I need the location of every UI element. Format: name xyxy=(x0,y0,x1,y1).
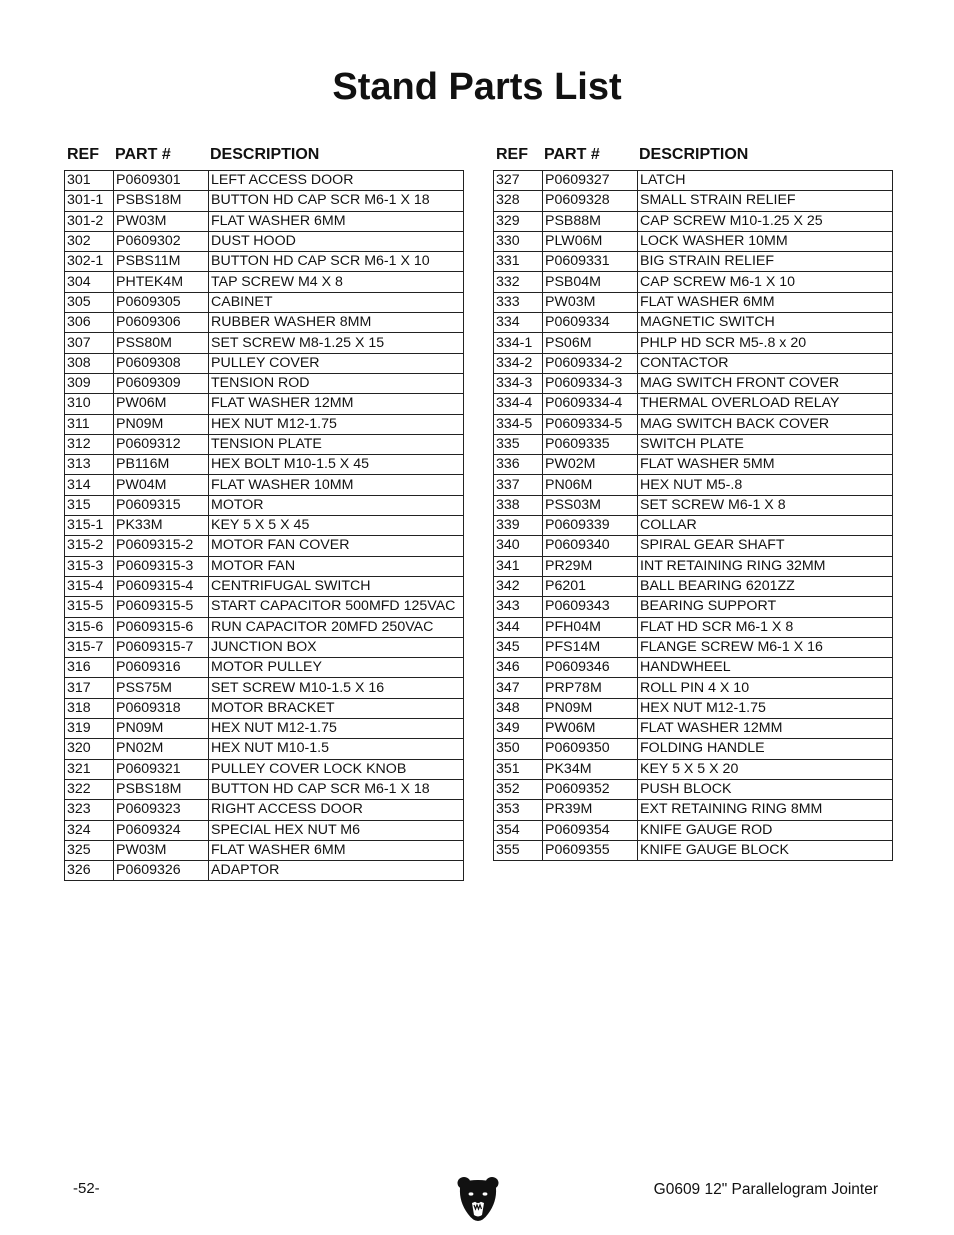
description-cell: FOLDING HANDLE xyxy=(638,739,893,759)
description-cell: MAG SWITCH BACK COVER xyxy=(638,414,893,434)
description-cell: BIG STRAIN RELIEF xyxy=(638,252,893,272)
ref-cell: 301-1 xyxy=(65,191,114,211)
part-number-cell: P0609334-3 xyxy=(543,373,638,393)
part-number-cell: P0609327 xyxy=(543,171,638,191)
description-cell: FLAT WASHER 6MM xyxy=(209,211,464,231)
part-number-cell: P0609312 xyxy=(114,434,209,454)
table-row xyxy=(65,171,464,191)
ref-cell: 325 xyxy=(65,840,114,860)
table-row xyxy=(65,516,464,536)
ref-cell: 312 xyxy=(65,434,114,454)
part-number-cell: P0609318 xyxy=(114,698,209,718)
description-cell: MOTOR FAN COVER xyxy=(209,536,464,556)
part-number-cell: P0609334-4 xyxy=(543,394,638,414)
description-cell: BUTTON HD CAP SCR M6-1 X 18 xyxy=(209,191,464,211)
table-row xyxy=(65,414,464,434)
table-row xyxy=(494,800,893,820)
table-header xyxy=(493,144,893,170)
part-number-cell: PB116M xyxy=(114,455,209,475)
part-number-cell: P0609334-2 xyxy=(543,353,638,373)
table-row xyxy=(65,536,464,556)
table-row xyxy=(65,313,464,333)
part-number-cell: P0609301 xyxy=(114,171,209,191)
ref-cell: 326 xyxy=(65,861,114,881)
part-number-cell: P0609352 xyxy=(543,779,638,799)
part-number-cell: P6201 xyxy=(543,576,638,596)
ref-cell: 345 xyxy=(494,637,543,657)
ref-cell: 334-4 xyxy=(494,394,543,414)
table-row xyxy=(65,840,464,860)
parts-table-left xyxy=(64,144,464,881)
part-number-cell: PN06M xyxy=(543,475,638,495)
table-body xyxy=(65,171,464,881)
table-row xyxy=(494,333,893,353)
ref-cell: 354 xyxy=(494,820,543,840)
table-row xyxy=(494,576,893,596)
description-cell: CONTACTOR xyxy=(638,353,893,373)
table-row xyxy=(494,313,893,333)
part-number-cell: P0609305 xyxy=(114,292,209,312)
table-row xyxy=(65,719,464,739)
part-number-cell: P0609331 xyxy=(543,252,638,272)
table-row xyxy=(494,455,893,475)
ref-cell: 307 xyxy=(65,333,114,353)
part-number-cell: P0609316 xyxy=(114,658,209,678)
ref-cell: 315 xyxy=(65,495,114,515)
ref-cell: 330 xyxy=(494,231,543,251)
table-row xyxy=(494,272,893,292)
ref-cell: 332 xyxy=(494,272,543,292)
table-row xyxy=(65,678,464,698)
table-row xyxy=(65,373,464,393)
description-cell: RIGHT ACCESS DOOR xyxy=(209,800,464,820)
description-column-header: DESCRIPTION xyxy=(210,146,320,163)
table-row xyxy=(65,333,464,353)
ref-cell: 315-4 xyxy=(65,576,114,596)
ref-cell: 315-7 xyxy=(65,637,114,657)
part-column-header: PART # xyxy=(115,146,171,163)
table-row xyxy=(65,495,464,515)
table-body xyxy=(494,171,893,861)
ref-cell: 309 xyxy=(65,373,114,393)
table-row xyxy=(494,434,893,454)
table-row xyxy=(65,272,464,292)
description-cell: SET SCREW M8-1.25 X 15 xyxy=(209,333,464,353)
part-number-cell: P0609323 xyxy=(114,800,209,820)
table-row xyxy=(494,231,893,251)
part-number-cell: PW06M xyxy=(543,719,638,739)
description-cell: MAGNETIC SWITCH xyxy=(638,313,893,333)
table-row xyxy=(65,576,464,596)
table-row xyxy=(494,373,893,393)
table-row xyxy=(494,394,893,414)
table-row xyxy=(65,597,464,617)
part-number-cell: P0609354 xyxy=(543,820,638,840)
part-number-cell: P0609324 xyxy=(114,820,209,840)
ref-cell: 315-3 xyxy=(65,556,114,576)
part-number-cell: P0609306 xyxy=(114,313,209,333)
ref-cell: 314 xyxy=(65,475,114,495)
description-cell: HEX NUT M12-1.75 xyxy=(209,719,464,739)
ref-cell: 301 xyxy=(65,171,114,191)
part-number-cell: PK33M xyxy=(114,516,209,536)
description-cell: THERMAL OVERLOAD RELAY xyxy=(638,394,893,414)
part-number-cell: PN09M xyxy=(543,698,638,718)
ref-cell: 311 xyxy=(65,414,114,434)
ref-cell: 334 xyxy=(494,313,543,333)
table-row xyxy=(65,252,464,272)
part-number-cell: P0609350 xyxy=(543,739,638,759)
ref-cell: 306 xyxy=(65,313,114,333)
ref-cell: 310 xyxy=(65,394,114,414)
ref-cell: 337 xyxy=(494,475,543,495)
ref-cell: 301-2 xyxy=(65,211,114,231)
description-cell: RUN CAPACITOR 20MFD 250VAC xyxy=(209,617,464,637)
table-row xyxy=(494,637,893,657)
part-number-cell: P0609315-5 xyxy=(114,597,209,617)
ref-cell: 346 xyxy=(494,658,543,678)
part-number-cell: P0609315-7 xyxy=(114,637,209,657)
part-number-cell: PHTEK4M xyxy=(114,272,209,292)
description-cell: FLANGE SCREW M6-1 X 16 xyxy=(638,637,893,657)
part-number-cell: PSBS18M xyxy=(114,779,209,799)
table-row xyxy=(65,556,464,576)
ref-cell: 342 xyxy=(494,576,543,596)
ref-cell: 327 xyxy=(494,171,543,191)
part-number-cell: PW04M xyxy=(114,475,209,495)
table-row xyxy=(65,231,464,251)
ref-cell: 333 xyxy=(494,292,543,312)
description-cell: CAP SCREW M10-1.25 X 25 xyxy=(638,211,893,231)
part-number-cell: PN09M xyxy=(114,414,209,434)
table-row xyxy=(65,861,464,881)
part-number-cell: P0609315-3 xyxy=(114,556,209,576)
ref-cell: 315-5 xyxy=(65,597,114,617)
ref-cell: 319 xyxy=(65,719,114,739)
part-number-cell: P0609343 xyxy=(543,597,638,617)
description-cell: HEX NUT M10-1.5 xyxy=(209,739,464,759)
description-cell: TENSION PLATE xyxy=(209,434,464,454)
part-column-header: PART # xyxy=(544,146,600,163)
ref-cell: 302-1 xyxy=(65,252,114,272)
description-cell: LEFT ACCESS DOOR xyxy=(209,171,464,191)
description-cell: MOTOR FAN xyxy=(209,556,464,576)
ref-cell: 340 xyxy=(494,536,543,556)
description-cell: LATCH xyxy=(638,171,893,191)
part-number-cell: P0609308 xyxy=(114,353,209,373)
part-number-cell: PW03M xyxy=(114,840,209,860)
part-number-cell: P0609315 xyxy=(114,495,209,515)
description-cell: EXT RETAINING RING 8MM xyxy=(638,800,893,820)
part-number-cell: PSS80M xyxy=(114,333,209,353)
ref-cell: 321 xyxy=(65,759,114,779)
ref-cell: 302 xyxy=(65,231,114,251)
description-cell: MOTOR BRACKET xyxy=(209,698,464,718)
ref-cell: 343 xyxy=(494,597,543,617)
part-number-cell: PFS14M xyxy=(543,637,638,657)
table-row xyxy=(65,353,464,373)
ref-cell: 336 xyxy=(494,455,543,475)
description-cell: SET SCREW M10-1.5 X 16 xyxy=(209,678,464,698)
table-row xyxy=(494,292,893,312)
table-row xyxy=(494,495,893,515)
description-cell: HEX NUT M12-1.75 xyxy=(209,414,464,434)
table-row xyxy=(65,475,464,495)
part-number-cell: P0609321 xyxy=(114,759,209,779)
ref-cell: 328 xyxy=(494,191,543,211)
ref-cell: 334-2 xyxy=(494,353,543,373)
part-number-cell: PSS75M xyxy=(114,678,209,698)
ref-cell: 347 xyxy=(494,678,543,698)
table-row xyxy=(494,779,893,799)
part-number-cell: P0609315-2 xyxy=(114,536,209,556)
description-cell: ROLL PIN 4 X 10 xyxy=(638,678,893,698)
ref-cell: 318 xyxy=(65,698,114,718)
part-number-cell: P0609309 xyxy=(114,373,209,393)
description-cell: FLAT WASHER 12MM xyxy=(638,719,893,739)
ref-cell: 338 xyxy=(494,495,543,515)
description-cell: CAP SCREW M6-1 X 10 xyxy=(638,272,893,292)
description-cell: BALL BEARING 6201ZZ xyxy=(638,576,893,596)
description-cell: DUST HOOD xyxy=(209,231,464,251)
part-number-cell: PW03M xyxy=(543,292,638,312)
description-cell: KNIFE GAUGE BLOCK xyxy=(638,840,893,860)
description-cell: FLAT WASHER 12MM xyxy=(209,394,464,414)
part-number-cell: PK34M xyxy=(543,759,638,779)
part-number-cell: PSBS11M xyxy=(114,252,209,272)
ref-cell: 351 xyxy=(494,759,543,779)
ref-cell: 349 xyxy=(494,719,543,739)
description-cell: JUNCTION BOX xyxy=(209,637,464,657)
description-cell: SPIRAL GEAR SHAFT xyxy=(638,536,893,556)
table-row xyxy=(65,637,464,657)
ref-cell: 317 xyxy=(65,678,114,698)
part-number-cell: P0609315-4 xyxy=(114,576,209,596)
table-row xyxy=(494,414,893,434)
ref-column-header: REF xyxy=(496,146,528,163)
description-cell: KNIFE GAUGE ROD xyxy=(638,820,893,840)
table-row xyxy=(494,353,893,373)
description-cell: KEY 5 X 5 X 45 xyxy=(209,516,464,536)
table-row xyxy=(494,536,893,556)
ref-cell: 334-1 xyxy=(494,333,543,353)
description-cell: SET SCREW M6-1 X 8 xyxy=(638,495,893,515)
description-cell: RUBBER WASHER 8MM xyxy=(209,313,464,333)
page-number: -52- xyxy=(73,1180,100,1197)
part-number-cell: PN02M xyxy=(114,739,209,759)
table-row xyxy=(494,252,893,272)
part-number-cell: PLW06M xyxy=(543,231,638,251)
description-cell: FLAT WASHER 6MM xyxy=(209,840,464,860)
ref-cell: 329 xyxy=(494,211,543,231)
description-cell: PUSH BLOCK xyxy=(638,779,893,799)
table-row xyxy=(65,455,464,475)
description-cell: TENSION ROD xyxy=(209,373,464,393)
ref-cell: 308 xyxy=(65,353,114,373)
table-row xyxy=(494,191,893,211)
description-cell: FLAT WASHER 6MM xyxy=(638,292,893,312)
part-number-cell: P0609334-5 xyxy=(543,414,638,434)
table-row xyxy=(65,211,464,231)
ref-cell: 305 xyxy=(65,292,114,312)
ref-cell: 304 xyxy=(65,272,114,292)
table-header xyxy=(64,144,464,170)
table-row xyxy=(65,434,464,454)
ref-cell: 344 xyxy=(494,617,543,637)
ref-cell: 315-1 xyxy=(65,516,114,536)
part-number-cell: P0609315-6 xyxy=(114,617,209,637)
description-cell: BUTTON HD CAP SCR M6-1 X 18 xyxy=(209,779,464,799)
part-number-cell: PFH04M xyxy=(543,617,638,637)
part-number-cell: PN09M xyxy=(114,719,209,739)
description-cell: PULLEY COVER xyxy=(209,353,464,373)
ref-cell: 348 xyxy=(494,698,543,718)
parts-table-right xyxy=(493,144,893,861)
description-cell: CENTRIFUGAL SWITCH xyxy=(209,576,464,596)
table-row xyxy=(494,820,893,840)
table-row xyxy=(494,719,893,739)
part-number-cell: PR29M xyxy=(543,556,638,576)
bear-head-icon xyxy=(456,1174,500,1222)
table-row xyxy=(65,739,464,759)
ref-cell: 350 xyxy=(494,739,543,759)
table-row xyxy=(65,779,464,799)
description-cell: COLLAR xyxy=(638,516,893,536)
ref-cell: 324 xyxy=(65,820,114,840)
part-number-cell: PW06M xyxy=(114,394,209,414)
part-number-cell: PRP78M xyxy=(543,678,638,698)
table-row xyxy=(65,658,464,678)
ref-cell: 353 xyxy=(494,800,543,820)
ref-cell: 313 xyxy=(65,455,114,475)
description-cell: SWITCH PLATE xyxy=(638,434,893,454)
ref-column-header: REF xyxy=(67,146,99,163)
ref-cell: 315-2 xyxy=(65,536,114,556)
table-row xyxy=(65,820,464,840)
table-row xyxy=(65,292,464,312)
ref-cell: 315-6 xyxy=(65,617,114,637)
part-number-cell: P0609302 xyxy=(114,231,209,251)
part-number-cell: PW03M xyxy=(114,211,209,231)
description-cell: TAP SCREW M4 X 8 xyxy=(209,272,464,292)
table-row xyxy=(65,698,464,718)
part-number-cell: P0609340 xyxy=(543,536,638,556)
part-number-cell: P0609335 xyxy=(543,434,638,454)
description-cell: MOTOR xyxy=(209,495,464,515)
description-cell: SPECIAL HEX NUT M6 xyxy=(209,820,464,840)
description-cell: FLAT HD SCR M6-1 X 8 xyxy=(638,617,893,637)
description-cell: MAG SWITCH FRONT COVER xyxy=(638,373,893,393)
table-row xyxy=(494,678,893,698)
part-number-cell: PW02M xyxy=(543,455,638,475)
ref-cell: 320 xyxy=(65,739,114,759)
table-row xyxy=(494,840,893,860)
part-number-cell: P0609334 xyxy=(543,313,638,333)
part-number-cell: PSB04M xyxy=(543,272,638,292)
description-cell: HEX NUT M5-.8 xyxy=(638,475,893,495)
ref-cell: 322 xyxy=(65,779,114,799)
description-cell: HEX BOLT M10-1.5 X 45 xyxy=(209,455,464,475)
description-cell: BUTTON HD CAP SCR M6-1 X 10 xyxy=(209,252,464,272)
ref-cell: 335 xyxy=(494,434,543,454)
description-cell: HEX NUT M12-1.75 xyxy=(638,698,893,718)
description-cell: FLAT WASHER 5MM xyxy=(638,455,893,475)
description-cell: PHLP HD SCR M5-.8 x 20 xyxy=(638,333,893,353)
table-row xyxy=(494,759,893,779)
ref-cell: 352 xyxy=(494,779,543,799)
description-column-header: DESCRIPTION xyxy=(639,146,749,163)
description-cell: MOTOR PULLEY xyxy=(209,658,464,678)
ref-cell: 334-3 xyxy=(494,373,543,393)
description-cell: CABINET xyxy=(209,292,464,312)
ref-cell: 341 xyxy=(494,556,543,576)
part-number-cell: PSS03M xyxy=(543,495,638,515)
table-row xyxy=(65,759,464,779)
description-cell: BEARING SUPPORT xyxy=(638,597,893,617)
ref-cell: 331 xyxy=(494,252,543,272)
model-title: G0609 12" Parallelogram Jointer xyxy=(653,1181,878,1198)
description-cell: ADAPTOR xyxy=(209,861,464,881)
part-number-cell: P0609339 xyxy=(543,516,638,536)
part-number-cell: PS06M xyxy=(543,333,638,353)
description-cell: INT RETAINING RING 32MM xyxy=(638,556,893,576)
part-number-cell: P0609326 xyxy=(114,861,209,881)
table-row xyxy=(494,171,893,191)
ref-cell: 339 xyxy=(494,516,543,536)
table-row xyxy=(494,597,893,617)
description-cell: SMALL STRAIN RELIEF xyxy=(638,191,893,211)
part-number-cell: P0609328 xyxy=(543,191,638,211)
ref-cell: 323 xyxy=(65,800,114,820)
table-row xyxy=(494,556,893,576)
part-number-cell: PSBS18M xyxy=(114,191,209,211)
table-row xyxy=(494,739,893,759)
table-row xyxy=(494,658,893,678)
table-row xyxy=(65,394,464,414)
ref-cell: 334-5 xyxy=(494,414,543,434)
page-title: Stand Parts List xyxy=(332,66,622,108)
description-cell: START CAPACITOR 500MFD 125VAC xyxy=(209,597,464,617)
table-row xyxy=(65,191,464,211)
table-row xyxy=(65,800,464,820)
description-cell: HANDWHEEL xyxy=(638,658,893,678)
table-row xyxy=(65,617,464,637)
table-row xyxy=(494,211,893,231)
description-cell: LOCK WASHER 10MM xyxy=(638,231,893,251)
table-row xyxy=(494,617,893,637)
table-row xyxy=(494,698,893,718)
table-row xyxy=(494,516,893,536)
part-number-cell: P0609346 xyxy=(543,658,638,678)
description-cell: FLAT WASHER 10MM xyxy=(209,475,464,495)
table-row xyxy=(494,475,893,495)
part-number-cell: PSB88M xyxy=(543,211,638,231)
description-cell: KEY 5 X 5 X 20 xyxy=(638,759,893,779)
part-number-cell: P0609355 xyxy=(543,840,638,860)
ref-cell: 355 xyxy=(494,840,543,860)
ref-cell: 316 xyxy=(65,658,114,678)
description-cell: PULLEY COVER LOCK KNOB xyxy=(209,759,464,779)
part-number-cell: PR39M xyxy=(543,800,638,820)
